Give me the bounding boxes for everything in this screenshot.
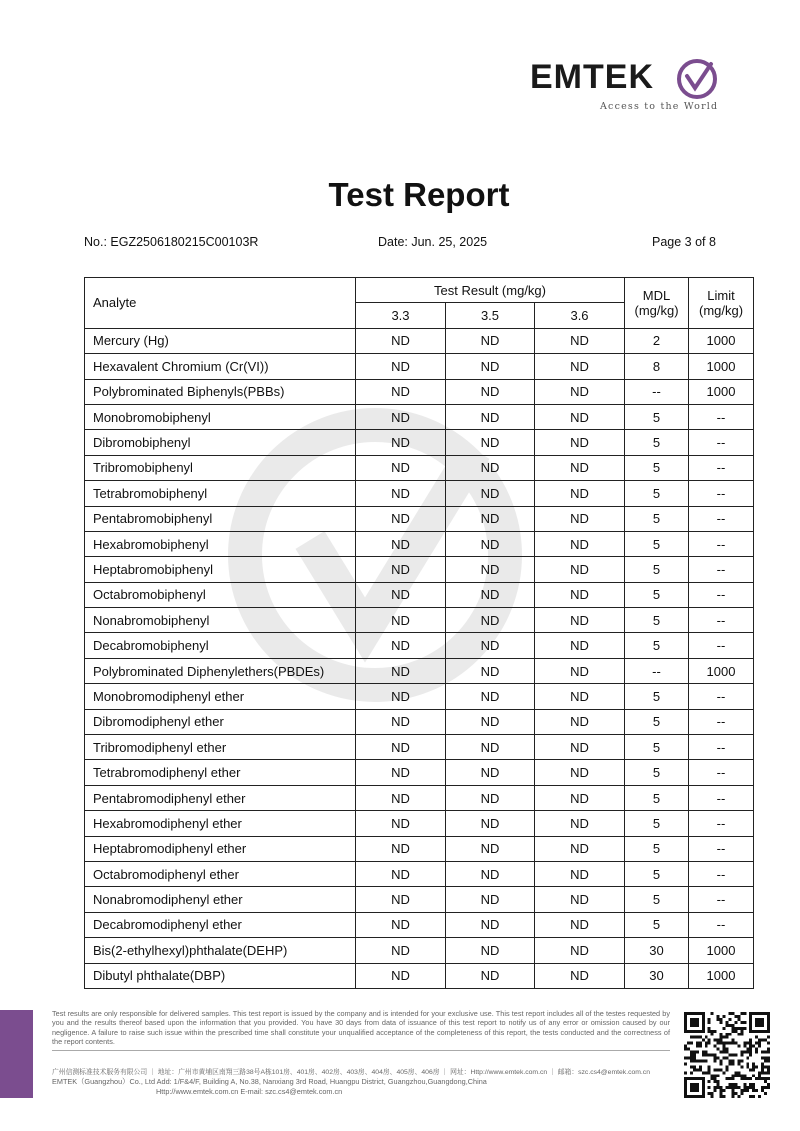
mdl-cell: 5 (625, 481, 689, 506)
result-cell: ND (535, 658, 625, 683)
sample-id-header: 3.3 (356, 303, 446, 328)
table-row (85, 735, 754, 760)
limit-cell: -- (689, 481, 754, 506)
analyte-cell: Tetrabromodiphenyl ether (85, 760, 356, 785)
report-number: No.: EGZ2506180215C00103R (84, 235, 259, 249)
limit-cell: -- (689, 430, 754, 455)
result-cell: ND (356, 404, 446, 429)
table-row (85, 455, 754, 480)
mdl-cell: -- (625, 379, 689, 404)
footer-contact: Http://www.emtek.com.cn E-mail: szc.cs4@emtek.com.cn (156, 1087, 343, 1096)
result-cell: ND (356, 811, 446, 836)
analyte-cell: Monobromobiphenyl (85, 404, 356, 429)
result-cell: ND (446, 557, 535, 582)
result-cell: ND (356, 963, 446, 988)
mdl-cell: 5 (625, 709, 689, 734)
mdl-cell: 5 (625, 811, 689, 836)
limit-cell: -- (689, 709, 754, 734)
mdl-cell: -- (625, 658, 689, 683)
limit-cell: 1000 (689, 963, 754, 988)
result-cell: ND (446, 811, 535, 836)
result-cell: ND (446, 481, 535, 506)
limit-cell: 1000 (689, 658, 754, 683)
mdl-cell: 30 (625, 963, 689, 988)
table-row (85, 861, 754, 886)
result-cell: ND (535, 785, 625, 810)
result-cell: ND (446, 379, 535, 404)
mdl-cell: 30 (625, 938, 689, 963)
result-cell: ND (446, 404, 535, 429)
mdl-cell: 8 (625, 354, 689, 379)
mdl-cell: 5 (625, 608, 689, 633)
company-logo (530, 56, 730, 116)
result-cell: ND (535, 455, 625, 480)
result-cell: ND (356, 328, 446, 353)
table-row (85, 760, 754, 785)
result-cell: ND (535, 404, 625, 429)
limit-cell: -- (689, 404, 754, 429)
limit-cell: -- (689, 684, 754, 709)
limit-cell: -- (689, 836, 754, 861)
result-cell: ND (356, 455, 446, 480)
analyte-cell: Monobromodiphenyl ether (85, 684, 356, 709)
mdl-cell: 5 (625, 760, 689, 785)
analyte-cell: Hexavalent Chromium (Cr(VI)) (85, 354, 356, 379)
result-cell: ND (446, 887, 535, 912)
result-cell: ND (535, 633, 625, 658)
analyte-cell: Hexabromodiphenyl ether (85, 811, 356, 836)
limit-cell: 1000 (689, 379, 754, 404)
result-cell: ND (356, 582, 446, 607)
test-result-header: Test Result (mg/kg) (356, 278, 625, 303)
result-cell: ND (535, 938, 625, 963)
limit-cell: 1000 (689, 354, 754, 379)
result-cell: ND (356, 430, 446, 455)
table-row (85, 430, 754, 455)
result-cell: ND (446, 354, 535, 379)
analyte-cell: Dibromobiphenyl (85, 430, 356, 455)
limit-cell: -- (689, 887, 754, 912)
table-row (85, 811, 754, 836)
result-cell: ND (535, 354, 625, 379)
mdl-cell: 5 (625, 912, 689, 937)
result-cell: ND (446, 430, 535, 455)
mdl-cell: 5 (625, 684, 689, 709)
analyte-cell: Decabromobiphenyl (85, 633, 356, 658)
mdl-cell: 5 (625, 735, 689, 760)
mdl-cell: 5 (625, 861, 689, 886)
result-cell: ND (446, 861, 535, 886)
result-cell: ND (356, 608, 446, 633)
result-cell: ND (356, 354, 446, 379)
results-table (84, 277, 754, 989)
table-row (85, 785, 754, 810)
analyte-cell: Polybrominated Biphenyls(PBBs) (85, 379, 356, 404)
limit-cell: -- (689, 557, 754, 582)
limit-cell: -- (689, 735, 754, 760)
analyte-cell: Tribromodiphenyl ether (85, 735, 356, 760)
result-cell: ND (356, 760, 446, 785)
result-cell: ND (535, 582, 625, 607)
analyte-cell: Pentabromobiphenyl (85, 506, 356, 531)
logo-check-icon (675, 56, 719, 100)
mdl-cell: 5 (625, 633, 689, 658)
result-cell: ND (356, 836, 446, 861)
result-cell: ND (446, 455, 535, 480)
analyte-header: Analyte (85, 278, 356, 329)
sample-id-header: 3.6 (535, 303, 625, 328)
table-row (85, 328, 754, 353)
analyte-cell: Tetrabromobiphenyl (85, 481, 356, 506)
analyte-cell: Heptabromobiphenyl (85, 557, 356, 582)
result-cell: ND (356, 531, 446, 556)
result-cell: ND (535, 531, 625, 556)
analyte-cell: Heptabromodiphenyl ether (85, 836, 356, 861)
report-title: Test Report (328, 176, 510, 213)
result-cell: ND (535, 735, 625, 760)
analyte-cell: Hexabromobiphenyl (85, 531, 356, 556)
analyte-cell: Nonabromodiphenyl ether (85, 887, 356, 912)
result-cell: ND (446, 912, 535, 937)
table-row (85, 582, 754, 607)
result-cell: ND (446, 531, 535, 556)
result-cell: ND (446, 684, 535, 709)
limit-cell: -- (689, 608, 754, 633)
sample-id-header: 3.5 (446, 303, 535, 328)
analyte-cell: Octabromobiphenyl (85, 582, 356, 607)
footer-divider (52, 1050, 670, 1051)
table-row (85, 608, 754, 633)
mdl-cell: 5 (625, 531, 689, 556)
result-cell: ND (535, 379, 625, 404)
logo-wordmark: EMTEK (530, 58, 654, 96)
result-cell: ND (446, 836, 535, 861)
analyte-cell: Nonabromobiphenyl (85, 608, 356, 633)
result-cell: ND (356, 557, 446, 582)
logo-tagline: Access to the World (600, 101, 719, 112)
mdl-cell: 5 (625, 557, 689, 582)
analyte-cell: Decabromodiphenyl ether (85, 912, 356, 937)
result-cell: ND (535, 709, 625, 734)
result-cell: ND (446, 938, 535, 963)
limit-cell: -- (689, 861, 754, 886)
mdl-cell: 5 (625, 404, 689, 429)
result-cell: ND (446, 633, 535, 658)
result-cell: ND (535, 506, 625, 531)
limit-cell: -- (689, 912, 754, 937)
table-row (85, 709, 754, 734)
result-cell: ND (446, 582, 535, 607)
result-cell: ND (446, 658, 535, 683)
analyte-cell: Bis(2-ethylhexyl)phthalate(DEHP) (85, 938, 356, 963)
result-cell: ND (446, 760, 535, 785)
table-row (85, 531, 754, 556)
result-cell: ND (535, 861, 625, 886)
result-cell: ND (535, 912, 625, 937)
table-row (85, 354, 754, 379)
result-cell: ND (356, 887, 446, 912)
mdl-cell: 5 (625, 455, 689, 480)
result-cell: ND (535, 608, 625, 633)
result-cell: ND (535, 430, 625, 455)
analyte-cell: Mercury (Hg) (85, 328, 356, 353)
report-date: Date: Jun. 25, 2025 (378, 235, 488, 249)
limit-cell: -- (689, 582, 754, 607)
mdl-cell: 2 (625, 328, 689, 353)
result-cell: ND (356, 912, 446, 937)
limit-cell: -- (689, 506, 754, 531)
limit-cell: -- (689, 633, 754, 658)
result-cell: ND (446, 963, 535, 988)
result-cell: ND (535, 684, 625, 709)
result-cell: ND (446, 328, 535, 353)
table-row (85, 557, 754, 582)
result-cell: ND (446, 735, 535, 760)
result-cell: ND (446, 608, 535, 633)
footer-address-en: EMTEK（Guangzhou）Co., Ltd Add: 1/F&4/F, Building A, No.38, Nanxiang 3rd Road, Huangpu District, Guangzhou,Guangdong,China (52, 1077, 487, 1086)
footer-address-cn: 广州信测标准技术服务有限公司 ｜ 地址：广州市黄埔区南翔三路38号A栋101房、401房、402房、403房、404房、405房、406房 ｜ 网址：Http://www.emtek.com.cn ｜ 邮箱：szc.cs4@emtek.com.cn (52, 1069, 650, 1076)
result-cell: ND (356, 684, 446, 709)
result-cell: ND (356, 633, 446, 658)
result-cell: ND (356, 379, 446, 404)
mdl-cell: 5 (625, 836, 689, 861)
limit-header: Limit (mg/kg) (689, 278, 754, 329)
mdl-cell: 5 (625, 506, 689, 531)
table-row (85, 506, 754, 531)
footer-accent-bar (0, 1010, 33, 1098)
limit-cell: -- (689, 531, 754, 556)
table-row (85, 481, 754, 506)
limit-cell: 1000 (689, 938, 754, 963)
table-row (85, 836, 754, 861)
limit-cell: -- (689, 811, 754, 836)
analyte-cell: Octabromodiphenyl ether (85, 861, 356, 886)
result-cell: ND (535, 481, 625, 506)
result-cell: ND (356, 861, 446, 886)
result-cell: ND (535, 811, 625, 836)
footer-disclaimer: Test results are only responsible for delivered samples. This test report is issued by the company and is intended for your exclusive use. This test report includes all of the testes requested by you and the results thereof based upon the information that you provided. You have 30 days from data of issuance of this test report to notify us of any error or omission caused by our negligence. A failure to raise such issue within the prescribed time shall constitute your unqualified acceptance of the completeness of this report, the tests conducted and the correctness of the report contents. (52, 1009, 670, 1046)
result-cell: ND (535, 760, 625, 785)
table-row (85, 684, 754, 709)
result-cell: ND (356, 709, 446, 734)
table-row (85, 938, 754, 963)
mdl-cell: 5 (625, 785, 689, 810)
result-cell: ND (535, 887, 625, 912)
limit-cell: -- (689, 760, 754, 785)
mdl-cell: 5 (625, 582, 689, 607)
limit-cell: -- (689, 455, 754, 480)
table-row (85, 379, 754, 404)
table-row (85, 658, 754, 683)
result-cell: ND (535, 557, 625, 582)
result-cell: ND (356, 938, 446, 963)
result-cell: ND (446, 506, 535, 531)
result-cell: ND (356, 735, 446, 760)
limit-cell: -- (689, 785, 754, 810)
result-cell: ND (356, 785, 446, 810)
result-cell: ND (356, 658, 446, 683)
limit-cell: 1000 (689, 328, 754, 353)
analyte-cell: Dibutyl phthalate(DBP) (85, 963, 356, 988)
analyte-cell: Tribromobiphenyl (85, 455, 356, 480)
page-number: Page 3 of 8 (652, 235, 716, 249)
table-row (85, 887, 754, 912)
result-cell: ND (535, 328, 625, 353)
result-cell: ND (535, 836, 625, 861)
mdl-header: MDL (mg/kg) (625, 278, 689, 329)
result-cell: ND (356, 481, 446, 506)
result-cell: ND (356, 506, 446, 531)
table-row (85, 912, 754, 937)
analyte-cell: Polybrominated Diphenylethers(PBDEs) (85, 658, 356, 683)
mdl-cell: 5 (625, 430, 689, 455)
result-cell: ND (446, 785, 535, 810)
analyte-cell: Dibromodiphenyl ether (85, 709, 356, 734)
analyte-cell: Pentabromodiphenyl ether (85, 785, 356, 810)
result-cell: ND (446, 709, 535, 734)
table-row (85, 633, 754, 658)
result-cell: ND (535, 963, 625, 988)
qr-code-icon (684, 1012, 770, 1098)
table-row (85, 404, 754, 429)
table-row (85, 963, 754, 988)
mdl-cell: 5 (625, 887, 689, 912)
